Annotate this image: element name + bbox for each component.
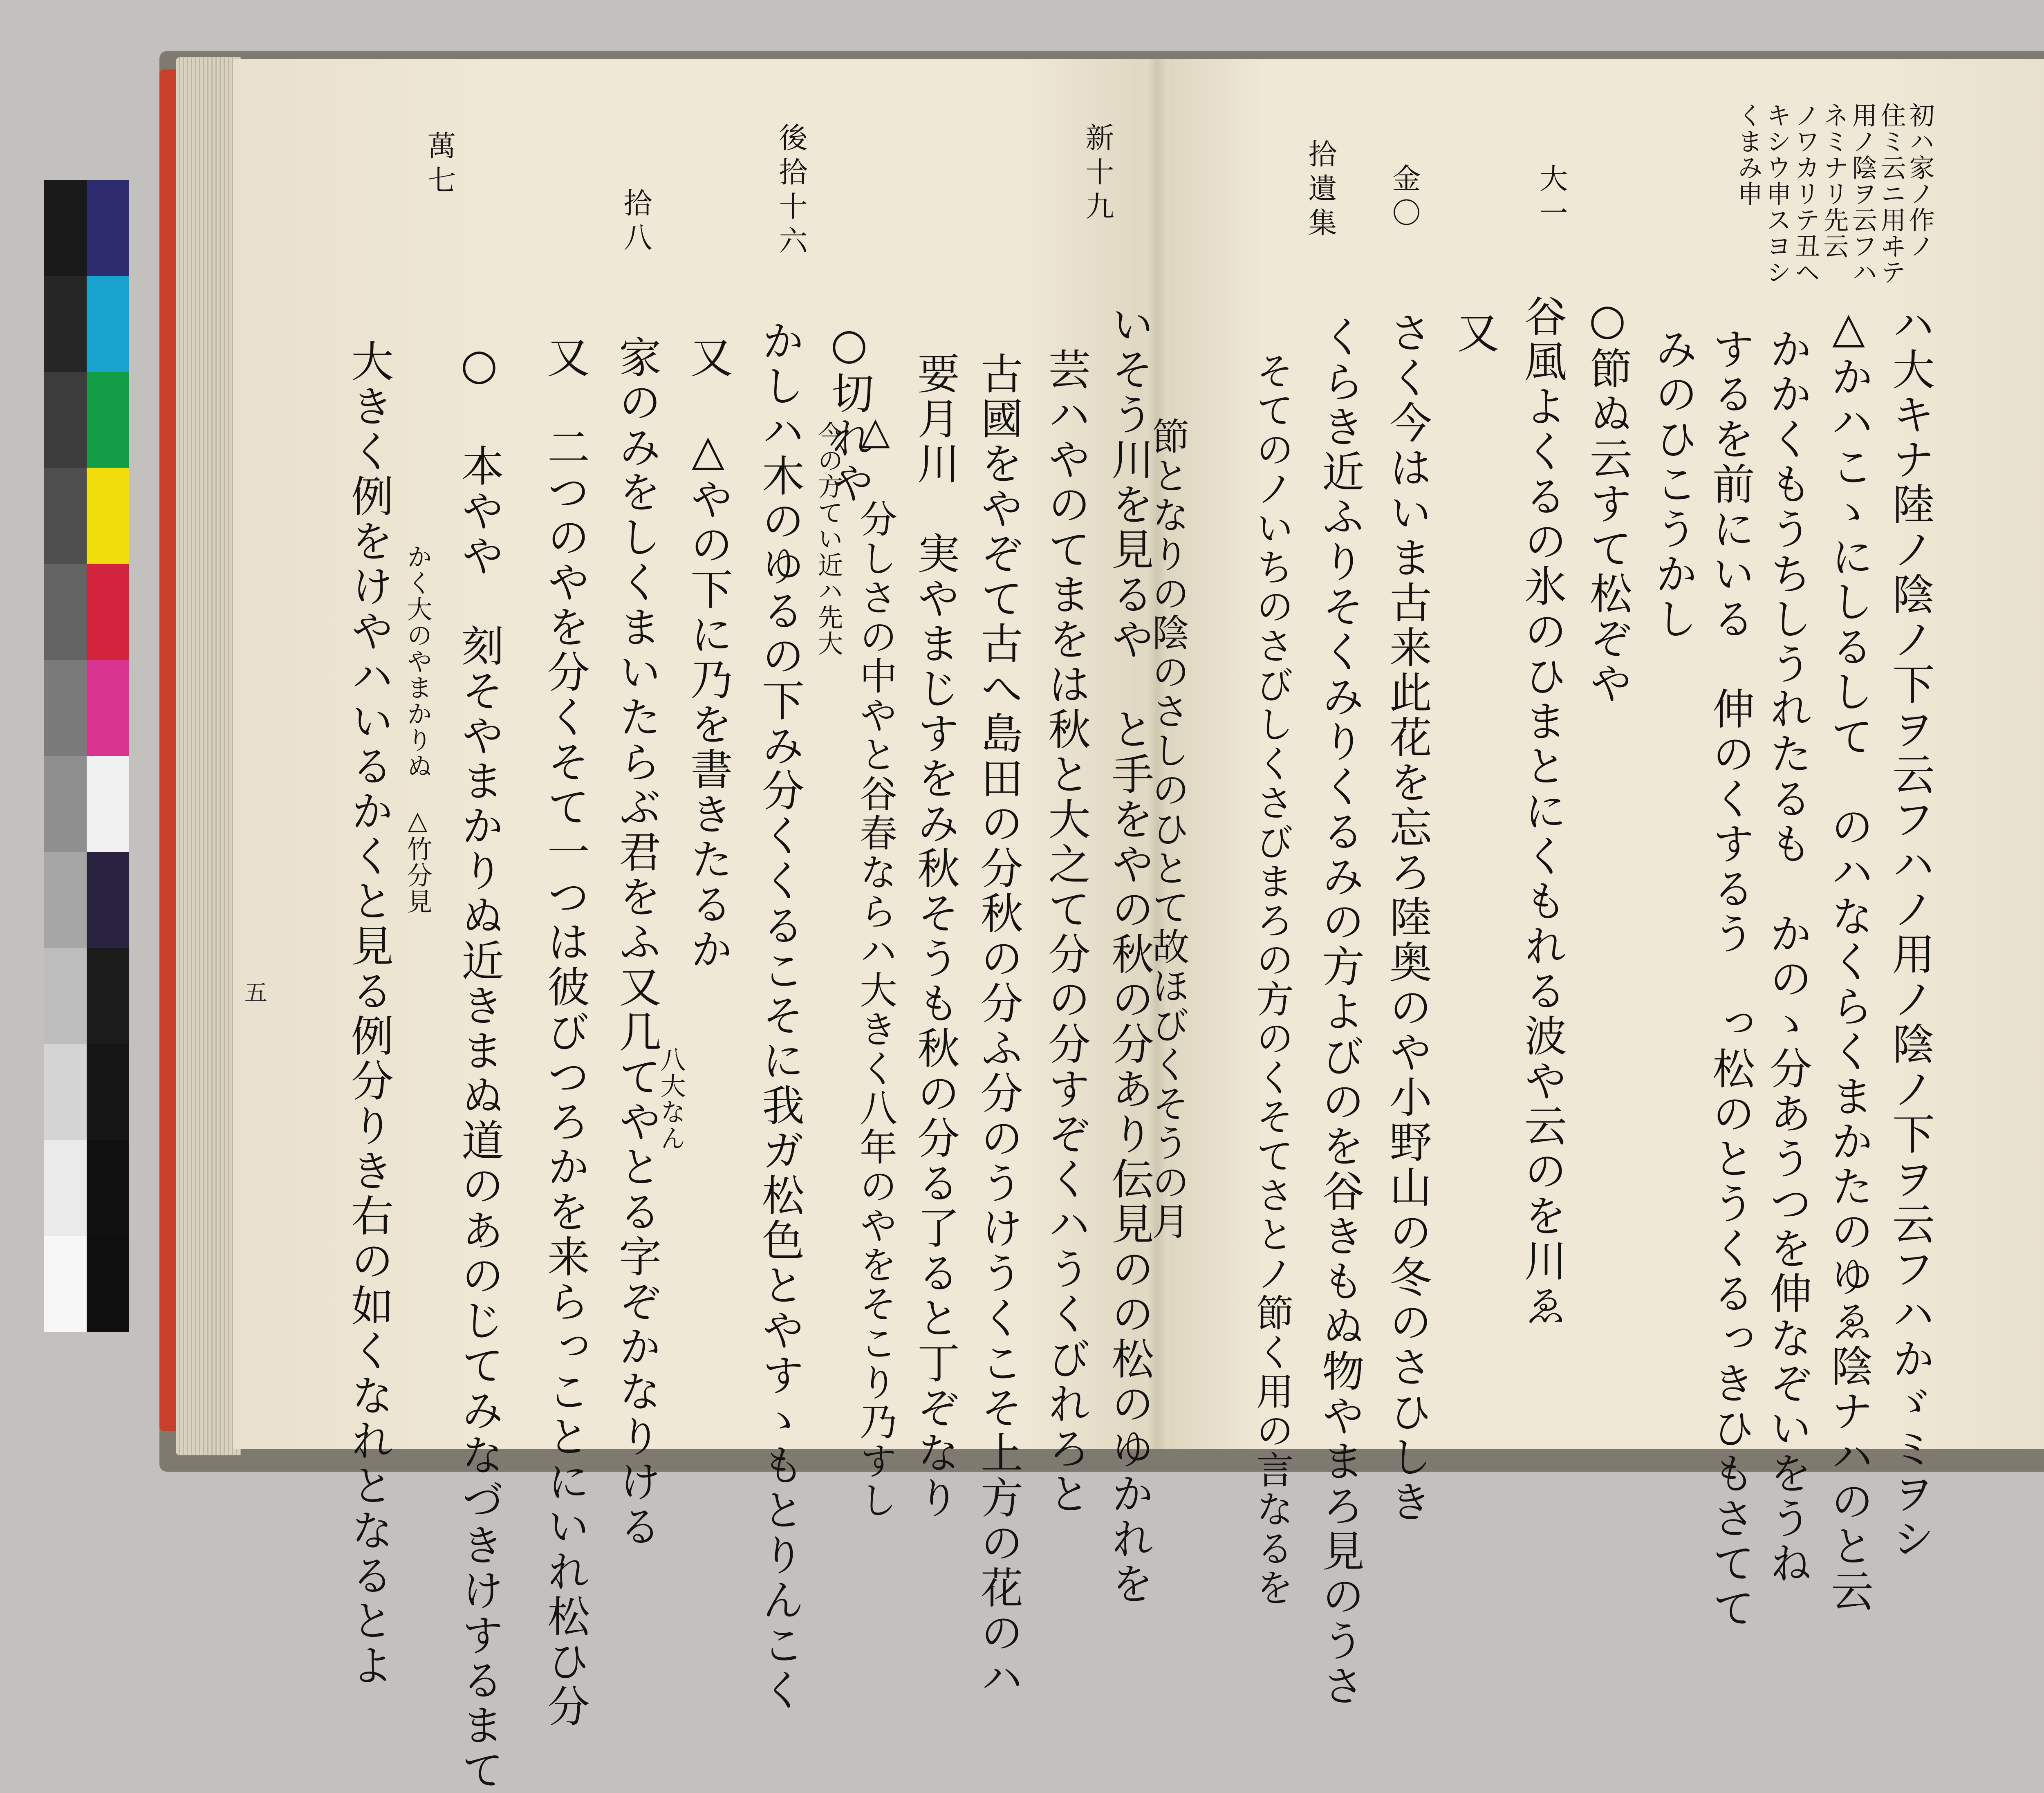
text-line: 要月川 実やまじすをみ秋そうも秋の分る了ると丁ぞなり [910, 352, 960, 1521]
color-patch [87, 852, 129, 948]
color-patch [87, 948, 129, 1044]
color-target-column [44, 180, 87, 1332]
color-patch [87, 180, 129, 276]
text-line: 又 [1450, 311, 1499, 356]
color-patch [44, 1140, 87, 1236]
text-line: 谷風よくるの氷のひまとにくもれる波や云のを川ゑ [1517, 294, 1567, 1329]
color-patch [44, 468, 87, 564]
section-mark: 後拾十六 [774, 123, 808, 260]
head-note-line: キシウ申スヨシ [1762, 102, 1792, 285]
text-line: 又 二つのやを分くそて一つは彼びつろかを来らっことにいれ松ひ分 [540, 335, 590, 1729]
section-mark: 拾八 [619, 188, 652, 257]
text-line: ○切れや [824, 319, 874, 506]
color-patch [87, 1044, 129, 1140]
text-line: 大きく例をけやハいるかくと見る例分りき右の如くなれとなるとよ [344, 339, 394, 1688]
color-patch [44, 180, 87, 276]
color-patch [44, 276, 87, 372]
color-patch [87, 1236, 129, 1332]
section-mark: 大一 [1535, 164, 1568, 232]
head-note-line: ノワカリテ丑ヘ [1791, 102, 1820, 285]
text-line: いそう川を見るや と手をやの秋の分あり伝見のの松のゆかれを [1104, 303, 1154, 1607]
text-line: さく今はいま古来此花を忘ろ陸奥のや小野山の冬のさひしき [1382, 311, 1432, 1525]
text-line: △かハこゝにしるして のハなくらくまかたのゆゑ陰ナハのと云 [1824, 303, 1874, 1614]
text-line: ハ大キナ陸ノ陰ノ下ヲ云フハノ用ノ陰ノ下ヲ云フハかゞミヲシ [1885, 303, 1935, 1562]
color-patch [87, 660, 129, 756]
color-calibration-target [44, 180, 129, 1332]
text-line: 芸ハやのてまをは秋と大之て分の分すぞくハうくびれろと [1041, 347, 1091, 1517]
color-patch [44, 372, 87, 468]
color-patch [44, 852, 87, 948]
color-patch [44, 564, 87, 660]
text-line-note: 今の方てい近ハ先大 [814, 421, 843, 657]
color-patch [87, 468, 129, 564]
text-line: ○節ぬ云すて松ぞや [1582, 294, 1632, 706]
color-patch [44, 1236, 87, 1332]
text-line: かかくもうちしうれたるも かのゝ分あうつを伸なぞいをうね [1762, 327, 1812, 1586]
color-patch [44, 756, 87, 852]
head-note-line: ネミナリ先云 [1819, 102, 1849, 259]
color-target-column [87, 180, 129, 1332]
head-note-line: 住ミ云ニ用ヰテ [1876, 102, 1906, 285]
section-mark: 拾遺集 [1304, 139, 1337, 242]
color-patch [44, 948, 87, 1044]
color-patch [44, 660, 87, 756]
text-line: かしハ木のゆるの下み分くくるこそに我ガ松色とやすゝもとりんこく [755, 319, 805, 1713]
color-patch [87, 564, 129, 660]
head-note-line: 用ノ陰ヲ云フハ [1848, 102, 1878, 285]
color-patch [44, 1044, 87, 1140]
text-line: くらき近ふりそくみりくるみの方よびのを谷きもぬ物やまろ見のうさ [1315, 315, 1365, 1709]
text-line: 古國をやぞて古へ島田の分秋の分ふ分のうけうくこそ上方の花のハ [973, 352, 1023, 1701]
section-mark: 萬七 [423, 131, 456, 199]
section-mark: 金〇 [1387, 164, 1421, 232]
section-mark: 新十九 [1081, 123, 1114, 226]
text-line: 又 △やの下に乃を書きたるか [683, 335, 733, 972]
text-line: △ 分しさの中やと谷春ならハ大きく八年のやをそこり乃すし [854, 409, 897, 1520]
text-line: ○ 本やや 刻そやまかりぬ近きまぬ道のあのじてみなづきけするまて [454, 339, 504, 1793]
text-line: そてのノいちのさびしくさびまろの方のくそてさとノ節く用の言なるを [1250, 352, 1294, 1607]
color-patch [87, 1140, 129, 1236]
head-note-line: くまみ申 [1733, 102, 1763, 207]
text-line: みのひこうかし [1648, 327, 1698, 642]
color-patch [87, 756, 129, 852]
text-line: 家のみをしくまいたらぶ君をふ又几てやとる字ぞかなりける [612, 335, 661, 1549]
color-patch [87, 372, 129, 468]
page-edges-left [176, 57, 241, 1455]
text-line: 節となりの陰のさしのひとて故ほびくそうの月 [1146, 417, 1190, 1241]
head-note-line: 初ハ家ノ作ノ [1905, 102, 1935, 259]
text-line-note: かく大のやまかりぬ △竹分見 [403, 544, 433, 914]
page-number: 五 [244, 980, 267, 1006]
text-line-note: 八大なん [656, 1047, 686, 1151]
color-patch [87, 276, 129, 372]
text-line: するを前にいる 伸のくするう っ松のとうくるっきひもさてて [1705, 327, 1755, 1631]
